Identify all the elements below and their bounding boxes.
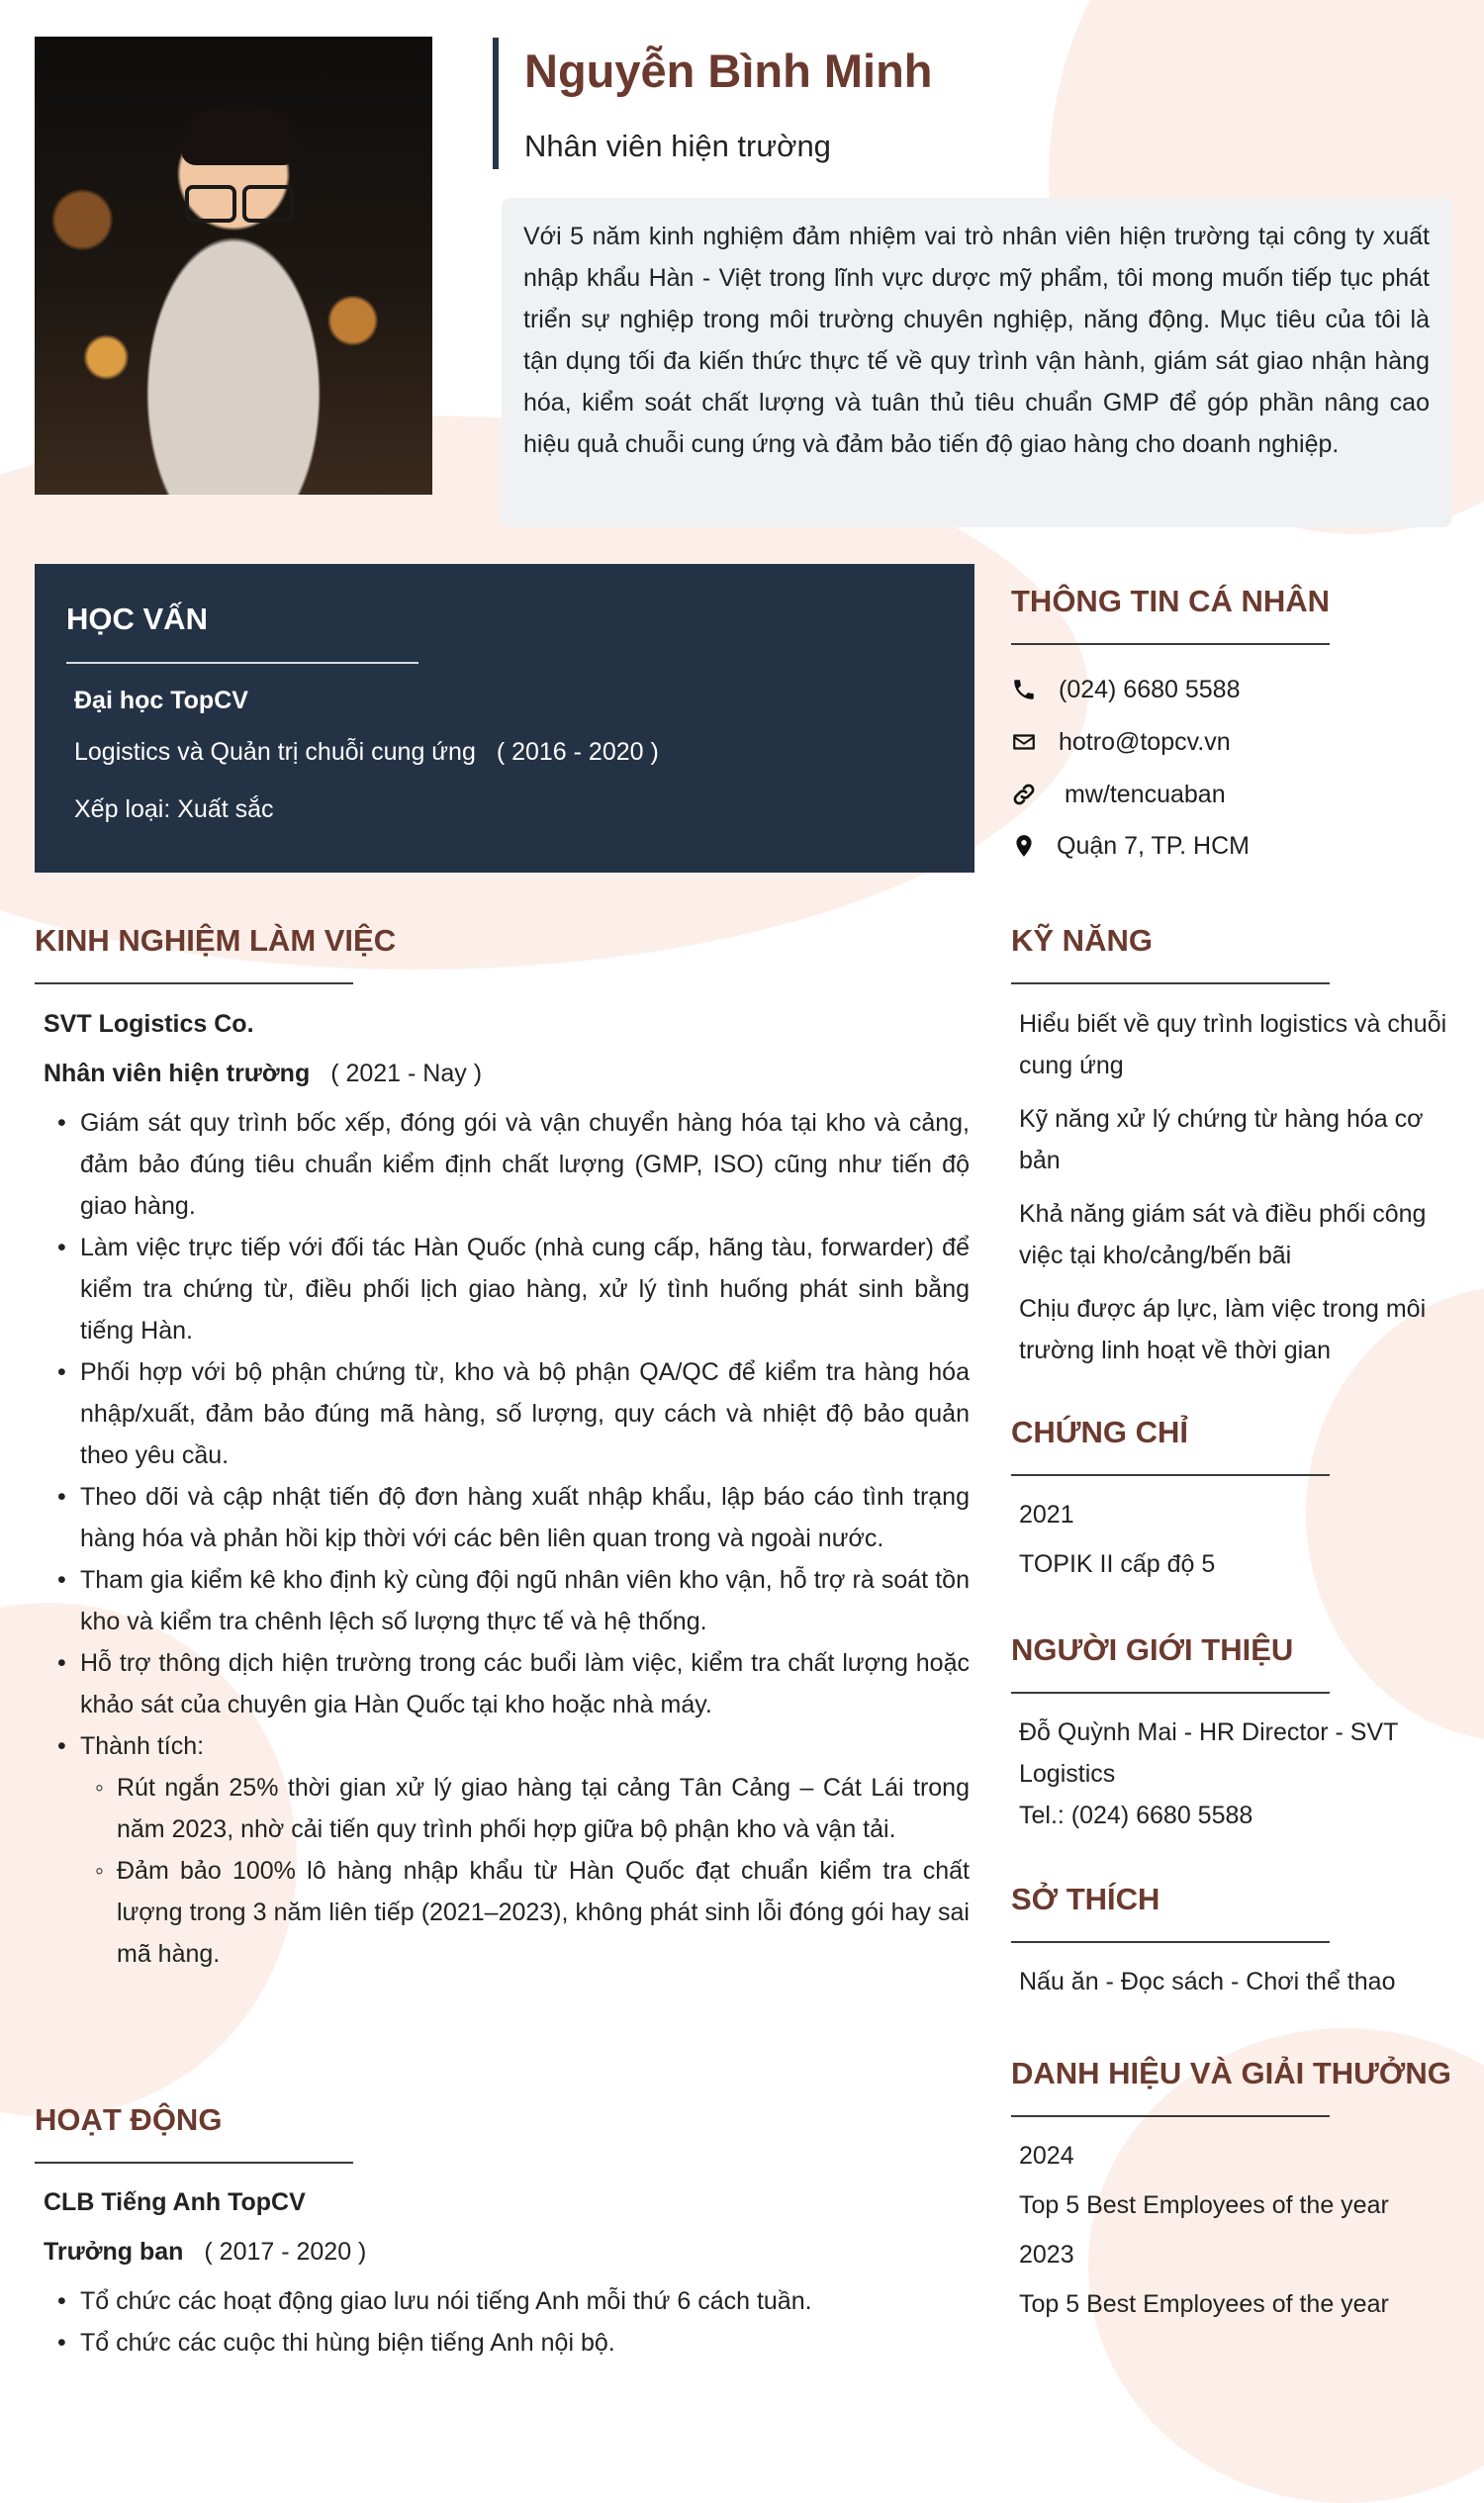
divider xyxy=(66,662,418,664)
references-heading: NGƯỜI GIỚI THIỆU xyxy=(1011,1632,1294,1667)
location-pin-icon xyxy=(1011,833,1037,859)
divider xyxy=(1011,643,1330,645)
list-item: • Tổ chức các cuộc thi hùng biện tiếng Anh nội bộ. xyxy=(44,2322,970,2364)
award-title: Top 5 Best Employees of the year xyxy=(1019,2191,1389,2219)
contact-phone-text[interactable]: (024) 6680 5588 xyxy=(1059,675,1241,703)
certificate-name: TOPIK II cấp độ 5 xyxy=(1019,1550,1216,1578)
certificate-year: 2021 xyxy=(1019,1501,1074,1529)
education-major-name: Logistics và Quản trị chuỗi cung ứng xyxy=(74,738,476,766)
list-item: • Theo dõi và cập nhật tiến độ đơn hàng xuất nhập khẩu, lập báo cáo tình trạng hàng hóa và phản hồi kịp thời với các bên liên quan trong và ngoài nước. xyxy=(44,1476,970,1559)
activity-period: ( 2017 - 2020 ) xyxy=(204,2238,367,2266)
reference-phone: Tel.: (024) 6680 5588 xyxy=(1019,1802,1253,1829)
name-block xyxy=(493,38,1448,169)
activity-role: Trưởng ban xyxy=(44,2238,184,2266)
skill-item: Hiểu biết về quy trình logistics và chuỗi cung ứng xyxy=(1019,1010,1447,1079)
experience-heading: KINH NGHIỆM LÀM VIỆC xyxy=(35,923,397,958)
skill-item: Khả năng giám sát và điều phối công việc tại kho/cảng/bến bãi xyxy=(1019,1200,1427,1269)
education-grade: Xếp loại: Xuất sắc xyxy=(74,795,274,823)
achievements-label: Thành tích: xyxy=(80,1732,205,1760)
summary-box: Với 5 năm kinh nghiệm đảm nhiệm vai trò nhân viên hiện trường tại công ty xuất nhập khẩu Hàn - Việt trong lĩnh vực dược mỹ phẩm, tôi mong muốn tiếp tục phát triển sự nghiệp trong môi trường chuyên nghiệp, năng động. Mục tiêu của tôi là tận dụng tối đa kiến thức thực tế về quy trình vận hành, giám sát giao nhận hàng hóa, kiểm soát chất lượng và tuân thủ tiêu chuẩn GMP để góp phần nâng cao hiệu quả chuỗi cung ứng và đảm bảo tiến độ giao hàng cho doanh nghiệp. xyxy=(502,198,1451,527)
experience-period: ( 2021 - Nay ) xyxy=(330,1060,483,1087)
skills-list xyxy=(1019,1003,1454,1371)
divider xyxy=(1011,2115,1330,2117)
education-major xyxy=(74,738,659,767)
skills-heading: KỸ NĂNG xyxy=(1011,923,1153,958)
skill-item: Kỹ năng xử lý chứng từ hàng hóa cơ bản xyxy=(1019,1105,1424,1174)
education-period: ( 2016 - 2020 ) xyxy=(496,738,659,766)
certificates-heading: CHỨNG CHỈ xyxy=(1011,1415,1188,1449)
education-school: Đại học TopCV xyxy=(74,687,248,714)
experience-entry xyxy=(44,1003,970,1975)
activity-org: CLB Tiếng Anh TopCV xyxy=(44,2188,306,2216)
activity-bullets xyxy=(44,2280,970,2364)
hobbies-heading: SỞ THÍCH xyxy=(1011,1882,1160,1916)
divider xyxy=(1011,1474,1330,1476)
education-heading: HỌC VẤN xyxy=(66,602,208,636)
hobbies-text: Nấu ăn - Đọc sách - Chơi thể thao xyxy=(1019,1968,1396,1995)
list-item: • Phối hợp với bộ phận chứng từ, kho và bộ phận QA/QC để kiểm tra hàng hóa nhập/xuất, đảm bảo đúng mã hàng, số lượng, quy cách và nhiệt độ bảo quản theo yêu cầu. xyxy=(44,1351,970,1476)
experience-company: SVT Logistics Co. xyxy=(44,1010,254,1038)
reference-person: Đỗ Quỳnh Mai - HR Director - SVT Logistics xyxy=(1019,1718,1398,1788)
phone-icon xyxy=(1011,677,1037,702)
contact-website xyxy=(1011,777,1226,812)
certificate-entry xyxy=(1019,1494,1454,1585)
contact-address-text: Quận 7, TP. HCM xyxy=(1057,831,1250,860)
divider xyxy=(1011,1692,1330,1694)
awards-list xyxy=(1019,2135,1454,2325)
reference-entry xyxy=(1019,1712,1454,1836)
contact-email xyxy=(1011,724,1231,760)
list-item: • Làm việc trực tiếp với đối tác Hàn Quốc (nhà cung cấp, hãng tàu, forwarder) để kiểm tra chứng từ, điều phối lịch giao hàng, xử lý tình huống phát sinh bằng tiếng Hàn. xyxy=(44,1227,970,1351)
link-icon xyxy=(1011,782,1037,807)
divider xyxy=(1011,982,1330,984)
list-item: • Hỗ trợ thông dịch hiện trường trong các buổi làm việc, kiểm tra chất lượng hoặc khảo sát của chuyên gia Hàn Quốc tại kho hoặc nhà máy. xyxy=(44,1642,970,1725)
contact-phone xyxy=(1011,672,1240,707)
contact-website-text[interactable]: mw/tencuaban xyxy=(1065,780,1226,808)
activity-entry xyxy=(44,2181,970,2364)
list-item: • Tổ chức các hoạt động giao lưu nói tiếng Anh mỗi thứ 6 cách tuần. xyxy=(44,2280,970,2322)
activity-role-line xyxy=(44,2231,970,2272)
experience-role: Nhân viên hiện trường xyxy=(44,1060,311,1087)
experience-role-line xyxy=(44,1053,970,1094)
achievement-item: ◦ Đảm bảo 100% lô hàng nhập khẩu từ Hàn Quốc đạt chuẩn kiểm tra chất lượng trong 3 năm liên tiếp (2021–2023), không phát sinh lỗi đóng gói hay sai mã hàng. xyxy=(44,1850,970,1975)
divider xyxy=(1011,1941,1330,1943)
activities-heading: HOẠT ĐỘNG xyxy=(35,2102,223,2137)
list-item: • Giám sát quy trình bốc xếp, đóng gói và vận chuyển hàng hóa tại kho và cảng, đảm bảo đúng tiêu chuẩn kiểm định chất lượng (GMP, ISO) cũng như tiến độ giao hàng. xyxy=(44,1102,970,1227)
achievements-list xyxy=(44,1767,970,1975)
divider xyxy=(35,982,353,984)
email-icon xyxy=(1011,729,1037,755)
experience-bullets xyxy=(44,1102,970,1975)
list-item-achievements xyxy=(44,1725,970,1975)
candidate-name: Nguyễn Bình Minh xyxy=(524,45,933,97)
education-section xyxy=(35,564,974,873)
achievement-item: ◦ Rút ngắn 25% thời gian xử lý giao hàng tại cảng Tân Cảng – Cát Lái trong năm 2023, nhờ cải tiến quy trình phối hợp giữa bộ phận kho và vận tải. xyxy=(44,1767,970,1850)
contact-address xyxy=(1011,828,1250,864)
profile-photo xyxy=(35,37,432,495)
divider xyxy=(35,2162,353,2164)
contact-email-text[interactable]: hotro@topcv.vn xyxy=(1059,727,1231,756)
list-item: • Tham gia kiểm kê kho định kỳ cùng đội ngũ nhân viên kho vận, hỗ trợ rà soát tồn kho và kiểm tra chênh lệch số lượng thực tế và hệ thống. xyxy=(44,1559,970,1642)
skill-item: Chịu được áp lực, làm việc trong môi trường linh hoạt về thời gian xyxy=(1019,1295,1427,1364)
awards-heading: DANH HIỆU VÀ GIẢI THƯỞNG xyxy=(1011,2056,1451,2090)
personal-info-heading: THÔNG TIN CÁ NHÂN xyxy=(1011,584,1331,618)
award-title: Top 5 Best Employees of the year xyxy=(1019,2290,1389,2318)
candidate-title: Nhân viên hiện trường xyxy=(524,129,831,163)
award-year: 2023 xyxy=(1019,2241,1074,2269)
award-year: 2024 xyxy=(1019,2142,1074,2170)
